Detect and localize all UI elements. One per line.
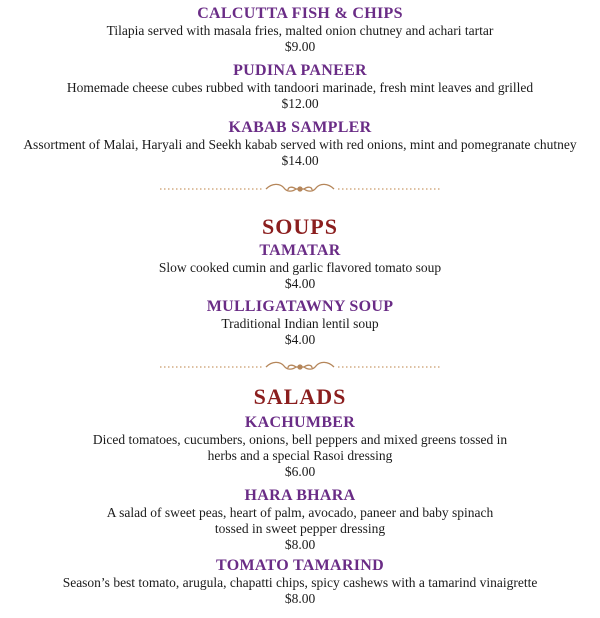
item-description: Assortment of Malai, Haryali and Seekh kabab served with red onions, mint and pomegranate chutney xyxy=(23,137,577,152)
item-description: Diced tomatoes, cucumbers, onions, bell peppers and mixed greens tossed in xyxy=(92,432,508,447)
item-price: $8.00 xyxy=(284,537,316,552)
ornament-divider xyxy=(0,359,600,375)
item-description: A salad of sweet peas, heart of palm, avocado, paneer and baby spinach xyxy=(106,505,494,520)
item-description: herbs and a special Rasoi dressing xyxy=(207,448,393,463)
menu-item xyxy=(0,414,600,480)
item-description: Season’s best tomato, arugula, chapatti chips, spicy cashews with a tamarind vinaigrette xyxy=(62,575,538,590)
item-name: CALCUTTA FISH & CHIPS xyxy=(197,5,403,22)
item-name: TAMATAR xyxy=(259,242,341,259)
item-name: HARA BHARA xyxy=(244,487,356,504)
item-price: $12.00 xyxy=(281,96,319,111)
item-price: $6.00 xyxy=(284,464,316,479)
section-title-salads: SALADS xyxy=(253,384,347,409)
item-name: KABAB SAMPLER xyxy=(228,119,372,136)
item-description: Traditional Indian lentil soup xyxy=(221,316,379,331)
menu-item xyxy=(0,487,600,553)
item-price: $4.00 xyxy=(284,276,316,291)
item-price: $9.00 xyxy=(284,39,316,54)
item-price: $4.00 xyxy=(284,332,316,347)
item-name: TOMATO TAMARIND xyxy=(216,557,384,574)
menu-item xyxy=(0,5,600,55)
item-name: PUDINA PANEER xyxy=(233,62,367,79)
menu-item xyxy=(0,242,600,292)
menu-item xyxy=(0,298,600,348)
item-description: tossed in sweet pepper dressing xyxy=(214,521,386,536)
item-price: $8.00 xyxy=(284,591,316,606)
item-description: Slow cooked cumin and garlic flavored tomato soup xyxy=(158,260,442,275)
item-description: Homemade cheese cubes rubbed with tandoori marinade, fresh mint leaves and grilled xyxy=(66,80,534,95)
item-description: Tilapia served with masala fries, malted onion chutney and achari tartar xyxy=(106,23,494,38)
ornament-divider xyxy=(0,181,600,197)
item-price: $14.00 xyxy=(281,153,319,168)
flourish-icon xyxy=(266,184,334,191)
item-name: MULLIGATAWNY SOUP xyxy=(206,298,394,315)
flourish-icon xyxy=(266,362,334,369)
menu-item xyxy=(0,62,600,112)
menu-item xyxy=(0,119,600,169)
item-name: KACHUMBER xyxy=(244,414,356,431)
menu-item xyxy=(0,557,600,607)
section-title-soups: SOUPS xyxy=(262,214,338,239)
